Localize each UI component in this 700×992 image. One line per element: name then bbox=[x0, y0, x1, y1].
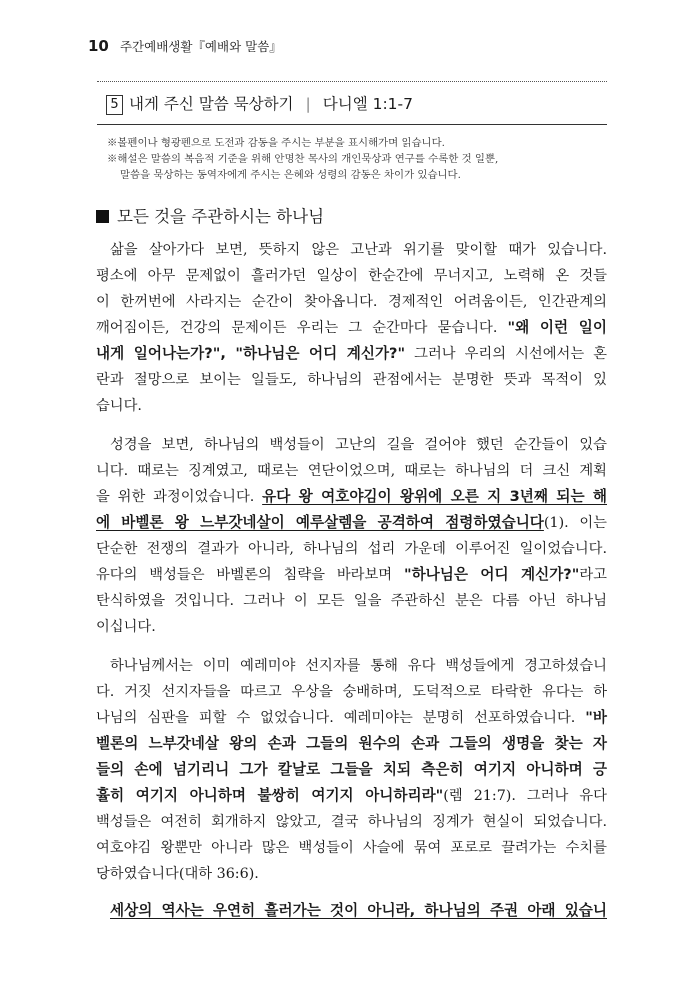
emphasized-passage: 에 바벨론 왕 느부갓네살이 예루살렘을 공격하여 점령하였습니다 bbox=[96, 514, 544, 531]
paragraph-line: 을 위한 과정이었습니다. 유다 왕 여호야김이 왕위에 오른 지 3년째 되는 해 bbox=[96, 488, 607, 505]
paragraph-line: 다. 거짓 선지자들을 따르고 우상을 숭배하며, 도덕적으로 타락한 유다는 하 bbox=[96, 684, 607, 700]
paragraph-line bbox=[96, 757, 607, 783]
paragraph-line: 평소에 아무 문제없이 흘러가던 일상이 한순간에 무너지고, 노력해 온 것들 bbox=[96, 268, 607, 284]
paragraph-2 bbox=[96, 432, 607, 640]
paragraph-line: 나님의 심판을 피할 수 없었습니다. 예레미야는 분명히 선포하였습니다. "바 bbox=[96, 709, 607, 726]
page-number: 10 bbox=[88, 37, 109, 55]
page-header bbox=[88, 36, 282, 55]
note-highlight: ※볼펜이나 형광펜으로 도전과 감동을 주시는 부분을 표시해가며 읽습니다. bbox=[107, 137, 445, 149]
note-commentary: ※해설은 말씀의 복음적 기준을 위해 안명찬 목사의 개인묵상과 연구를 수록한 것 일뿐, bbox=[107, 153, 499, 165]
paragraph-3 bbox=[96, 653, 607, 887]
running-title: 주간예배생활『예배와 말씀』 bbox=[119, 39, 282, 54]
paragraph-line bbox=[96, 898, 607, 924]
subheading-text: 모든 것을 주관하시는 하나님 bbox=[117, 207, 325, 226]
paragraph-line: 휼히 여기지 아니하며 불쌍히 여기지 아니하리라"(렘 21:7). 그러나 유다 bbox=[96, 787, 607, 804]
emphasized-passage: 세상의 역사는 우연히 흘러가는 것이 아니라, 하나님의 주권 아래 있습니 bbox=[110, 902, 607, 919]
section-number: 5 bbox=[106, 95, 123, 115]
scripture-reference: 다니엘 1:1-7 bbox=[322, 95, 413, 113]
note-commentary-continued: 말씀을 묵상하는 동역자에게 주시는 은혜와 성령의 감동은 차이가 있습니다. bbox=[120, 169, 461, 181]
paragraph-line: 하나님께서는 이미 예레미야 선지자를 통해 유다 백성들에게 경고하셨습니 bbox=[110, 658, 607, 674]
paragraph-line: 성경을 보면, 하나님의 백성들이 고난의 길을 걸어야 했던 순간들이 있습 bbox=[110, 437, 607, 453]
section-separator: | bbox=[305, 95, 311, 113]
subheading bbox=[96, 203, 324, 227]
emphasized-passage: 유다 왕 여호야김이 왕위에 오른 지 3년째 되는 해 bbox=[262, 488, 607, 505]
paragraph-line: 백성들은 여전히 회개하지 않았고, 결국 하나님의 징계가 현실이 되었습니다. bbox=[96, 814, 607, 830]
paragraph-line: 깨어짐이든, 건강의 문제이든 우리는 그 순간마다 묻습니다. "왜 이런 일이 bbox=[96, 319, 607, 336]
section-heading bbox=[106, 92, 413, 115]
dotted-divider bbox=[97, 81, 607, 82]
paragraph-4 bbox=[96, 898, 607, 924]
quoted-question: "왜 이런 일이 bbox=[507, 319, 607, 336]
paragraph-line bbox=[96, 731, 607, 757]
quoted-question: "하나님은 어디 계신가?" bbox=[403, 566, 580, 583]
paragraph-line: 유다의 백성들은 바벨론의 침략을 바라보며 "하나님은 어디 계신가?"라고 bbox=[96, 566, 607, 583]
scripture-quote: 휼히 여기지 아니하며 불쌍히 여기지 아니하리라" bbox=[96, 787, 444, 804]
paragraph-line: 당하였습니다(대하 36:6). bbox=[96, 866, 259, 882]
scripture-quote: "바 bbox=[585, 709, 607, 726]
paragraph-line: 습니다. bbox=[96, 398, 142, 414]
paragraph-line: 란과 절망으로 보이는 일들도, 하나님의 관점에서는 분명한 뜻과 목적이 있 bbox=[96, 372, 607, 388]
scripture-quote: 벨론의 느부갓네살 왕의 손과 그들의 원수의 손과 그들의 생명을 찾는 자 bbox=[96, 735, 607, 752]
quoted-question: 내게 일어나는가?", "하나님은 어디 계신가?" bbox=[96, 345, 406, 362]
paragraph-1 bbox=[96, 237, 607, 419]
paragraph-line: 내게 일어나는가?", "하나님은 어디 계신가?" 그러나 우리의 시선에서는 혼 bbox=[96, 345, 607, 362]
reading-notes bbox=[107, 135, 498, 183]
section-divider bbox=[97, 124, 607, 125]
paragraph-line: 여호야김 왕뿐만 아니라 많은 백성들이 사슬에 묶여 포로로 끌려가는 수치를 bbox=[96, 840, 607, 856]
paragraph-line: 탄식하였을 것입니다. 그러나 이 모든 일을 주관하신 분은 다름 아닌 하나님 bbox=[96, 593, 607, 609]
scripture-quote: 들의 손에 넘기리니 그가 칼날로 그들을 치되 측은히 여기지 아니하며 긍 bbox=[96, 761, 607, 778]
paragraph-line: 이 한꺼번에 사라지는 순간이 찾아옵니다. 경제적인 어려움이든, 인간관계의 bbox=[96, 294, 607, 310]
paragraph-line: 에 바벨론 왕 느부갓네살이 예루살렘을 공격하여 점령하였습니다(1). 이는 bbox=[96, 514, 607, 531]
paragraph-line: 단순한 전쟁의 결과가 아니라, 하나님의 섭리 가운데 이루어진 일이었습니다. bbox=[96, 541, 607, 557]
paragraph-line: 삶을 살아가다 보면, 뜻하지 않은 고난과 위기를 맞이할 때가 있습니다. bbox=[110, 242, 607, 258]
paragraph-line: 이십니다. bbox=[96, 619, 156, 635]
square-bullet-icon bbox=[96, 210, 109, 223]
paragraph-line: 니다. 때로는 징계였고, 때로는 연단이었으며, 때로는 하나님의 더 크신 계획 bbox=[96, 463, 607, 479]
section-title: 내게 주신 말씀 묵상하기 bbox=[129, 95, 294, 113]
